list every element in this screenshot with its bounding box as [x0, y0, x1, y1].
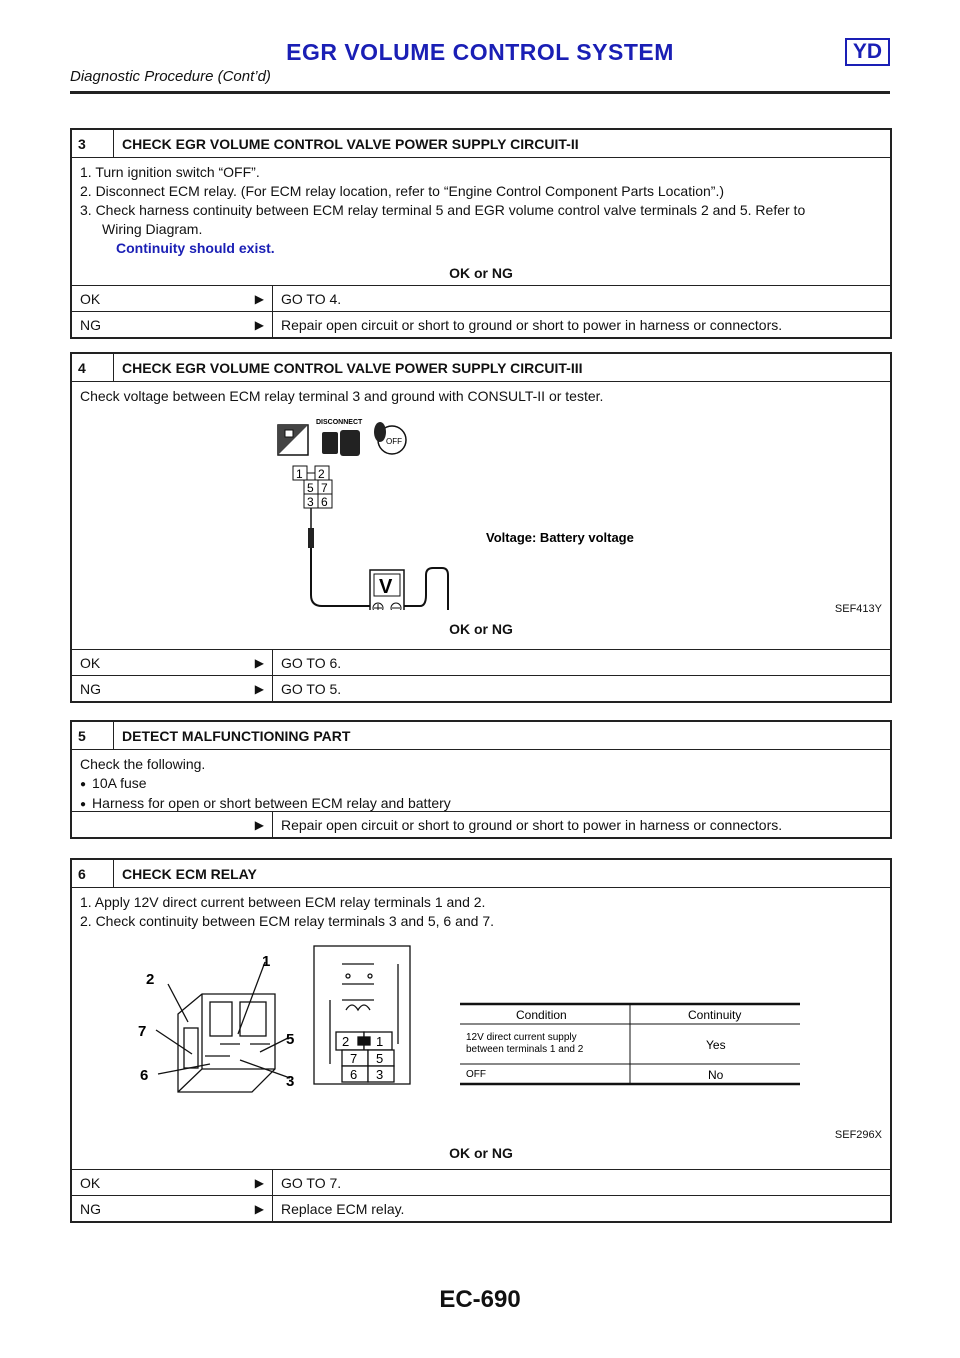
- meter-label: V: [379, 576, 393, 598]
- result-label: NG: [80, 316, 101, 333]
- result-ok: [72, 286, 890, 312]
- table-header: Condition: [516, 1008, 567, 1022]
- relay-connector: [293, 466, 332, 509]
- step-6-header: [72, 860, 890, 888]
- table-cell: between terminals 1 and 2: [466, 1044, 584, 1055]
- ok-or-ng: OK or NG: [449, 621, 513, 637]
- callout-label: 3: [286, 1073, 295, 1090]
- pin-label: 3: [376, 1067, 384, 1082]
- disconnect-icon: [316, 419, 363, 456]
- result-action: GO TO 4.: [272, 286, 890, 311]
- arrow-icon: ▶: [254, 655, 264, 670]
- pin-label: 3: [307, 495, 314, 509]
- step-4-box: [70, 352, 892, 703]
- off-label: OFF: [386, 437, 402, 446]
- table-cell: Yes: [706, 1038, 726, 1052]
- step-title: DETECT MALFUNCTIONING PART: [122, 727, 351, 744]
- title-row: [70, 38, 890, 66]
- table-header: Continuity: [688, 1008, 742, 1022]
- result-ng: [72, 676, 890, 701]
- step-5-box: [70, 720, 892, 839]
- result-ng: [72, 1196, 890, 1221]
- specification: Continuity should exist.: [116, 240, 275, 256]
- relay-illustration: [156, 962, 290, 1092]
- step-number: 4: [72, 354, 114, 381]
- pin-label: 1: [376, 1034, 384, 1049]
- instruction: 2. Check continuity between ECM relay terminals 3 and 5, 6 and 7.: [80, 913, 494, 929]
- callout-label: 5: [286, 1031, 295, 1048]
- list-item: ● 10A fuse: [80, 774, 882, 794]
- pin-label: 6: [350, 1067, 358, 1082]
- callout-label: 7: [138, 1023, 147, 1040]
- step-6-body: [72, 888, 890, 1170]
- header-rule: [70, 91, 890, 94]
- pin-label: 2: [342, 1034, 350, 1049]
- step-3-body: [72, 158, 890, 286]
- result-action: GO TO 6.: [272, 650, 890, 675]
- pin-label: 7: [321, 481, 328, 495]
- pin-label: 5: [376, 1051, 384, 1066]
- figure-code: SEF296X: [834, 1129, 882, 1141]
- arrow-icon: ▶: [254, 291, 264, 306]
- list-item: ● Harness for open or short between ECM relay and battery: [80, 794, 882, 814]
- voltmeter-icon: [370, 570, 404, 610]
- continuity-table: [460, 1004, 800, 1084]
- callout-label: 2: [146, 971, 155, 988]
- arrow-icon: ▶: [254, 317, 264, 332]
- result-ok: [72, 1170, 890, 1196]
- step-title: CHECK EGR VOLUME CONTROL VALVE POWER SUPPLY CIRCUIT-III: [122, 359, 583, 376]
- arrow-icon: ▶: [254, 817, 264, 832]
- disconnect-label: DISCONNECT: [316, 419, 363, 426]
- result-label: OK: [80, 654, 101, 671]
- result-ok: [72, 650, 890, 676]
- result-action: GO TO 5.: [272, 676, 890, 701]
- page-title: EGR VOLUME CONTROL SYSTEM: [286, 38, 674, 65]
- result-label: NG: [80, 680, 101, 697]
- result-label: NG: [80, 1200, 101, 1217]
- step-number: 6: [72, 860, 114, 887]
- step-number: 3: [72, 130, 114, 157]
- step-title: CHECK ECM RELAY: [122, 865, 257, 882]
- page-header: [70, 38, 890, 94]
- pin-label: 1: [296, 467, 303, 481]
- ground-icon: [440, 586, 456, 610]
- table-cell: OFF: [466, 1069, 486, 1080]
- result-label: OK: [80, 1174, 101, 1191]
- ok-or-ng: OK or NG: [449, 1145, 513, 1161]
- result-label: OK: [80, 290, 101, 307]
- page-number: EC-690: [439, 1286, 521, 1313]
- page-subtitle: Diagnostic Procedure (Cont’d): [70, 68, 271, 85]
- result-action: Replace ECM relay.: [272, 1196, 890, 1221]
- step-4-header: [72, 354, 890, 382]
- relay-figure: [80, 944, 880, 1124]
- step-5-body: [72, 750, 890, 812]
- instruction: Check voltage between ECM relay terminal 3 and ground with CONSULT-II or tester.: [80, 388, 604, 404]
- instruction: 3. Check harness continuity between ECM relay terminal 5 and EGR volume control valve terminals 2 and 5. Refer to: [80, 202, 806, 218]
- figure-code: SEF413Y: [834, 603, 882, 615]
- ok-or-ng: OK or NG: [449, 265, 513, 281]
- table-cell: 12V direct current supply: [466, 1032, 577, 1043]
- instruction: Check the following.: [80, 756, 206, 772]
- result-action: GO TO 7.: [272, 1170, 890, 1195]
- relay-schematic: [314, 946, 410, 1084]
- arrow-icon: ▶: [254, 1201, 264, 1216]
- step-5-header: [72, 722, 890, 750]
- callout-label: 6: [140, 1067, 149, 1084]
- voltage-check-figure: [80, 410, 880, 610]
- callout-label: 1: [262, 953, 271, 970]
- table-cell: No: [708, 1068, 724, 1082]
- result-action: Repair open circuit or short to ground or short to power in harness or connectors.: [272, 812, 890, 837]
- instruction: Wiring Diagram.: [102, 221, 203, 237]
- result-action: Repair open circuit or short to ground or short to power in harness or connectors.: [272, 312, 890, 337]
- step-title: CHECK EGR VOLUME CONTROL VALVE POWER SUPPLY CIRCUIT-II: [122, 135, 579, 152]
- instruction: 1. Turn ignition switch “OFF”.: [80, 164, 260, 180]
- ts-label: T.S.: [292, 446, 308, 456]
- ignition-off-icon: [374, 422, 406, 454]
- step-3-box: [70, 128, 892, 339]
- step-4-body: [72, 382, 890, 650]
- instruction: 1. Apply 12V direct current between ECM relay terminals 1 and 2.: [80, 894, 486, 910]
- pin-label: 6: [321, 495, 328, 509]
- pin-label: 7: [350, 1051, 358, 1066]
- result-ng: [72, 312, 890, 337]
- pin-label: 5: [307, 481, 314, 495]
- instruction: 2. Disconnect ECM relay. (For ECM relay location, refer to “Engine Control Component Parts Location”.): [80, 183, 724, 199]
- pin-label: 2: [318, 467, 325, 481]
- step-3-header: [72, 130, 890, 158]
- result-action-row: [72, 812, 890, 837]
- arrow-icon: ▶: [254, 681, 264, 696]
- ts-icon: [278, 425, 308, 456]
- voltage-spec: Voltage: Battery voltage: [486, 530, 634, 545]
- engine-badge: YD: [845, 38, 890, 66]
- step-number: 5: [72, 722, 114, 749]
- arrow-icon: ▶: [254, 1175, 264, 1190]
- step-6-box: [70, 858, 892, 1223]
